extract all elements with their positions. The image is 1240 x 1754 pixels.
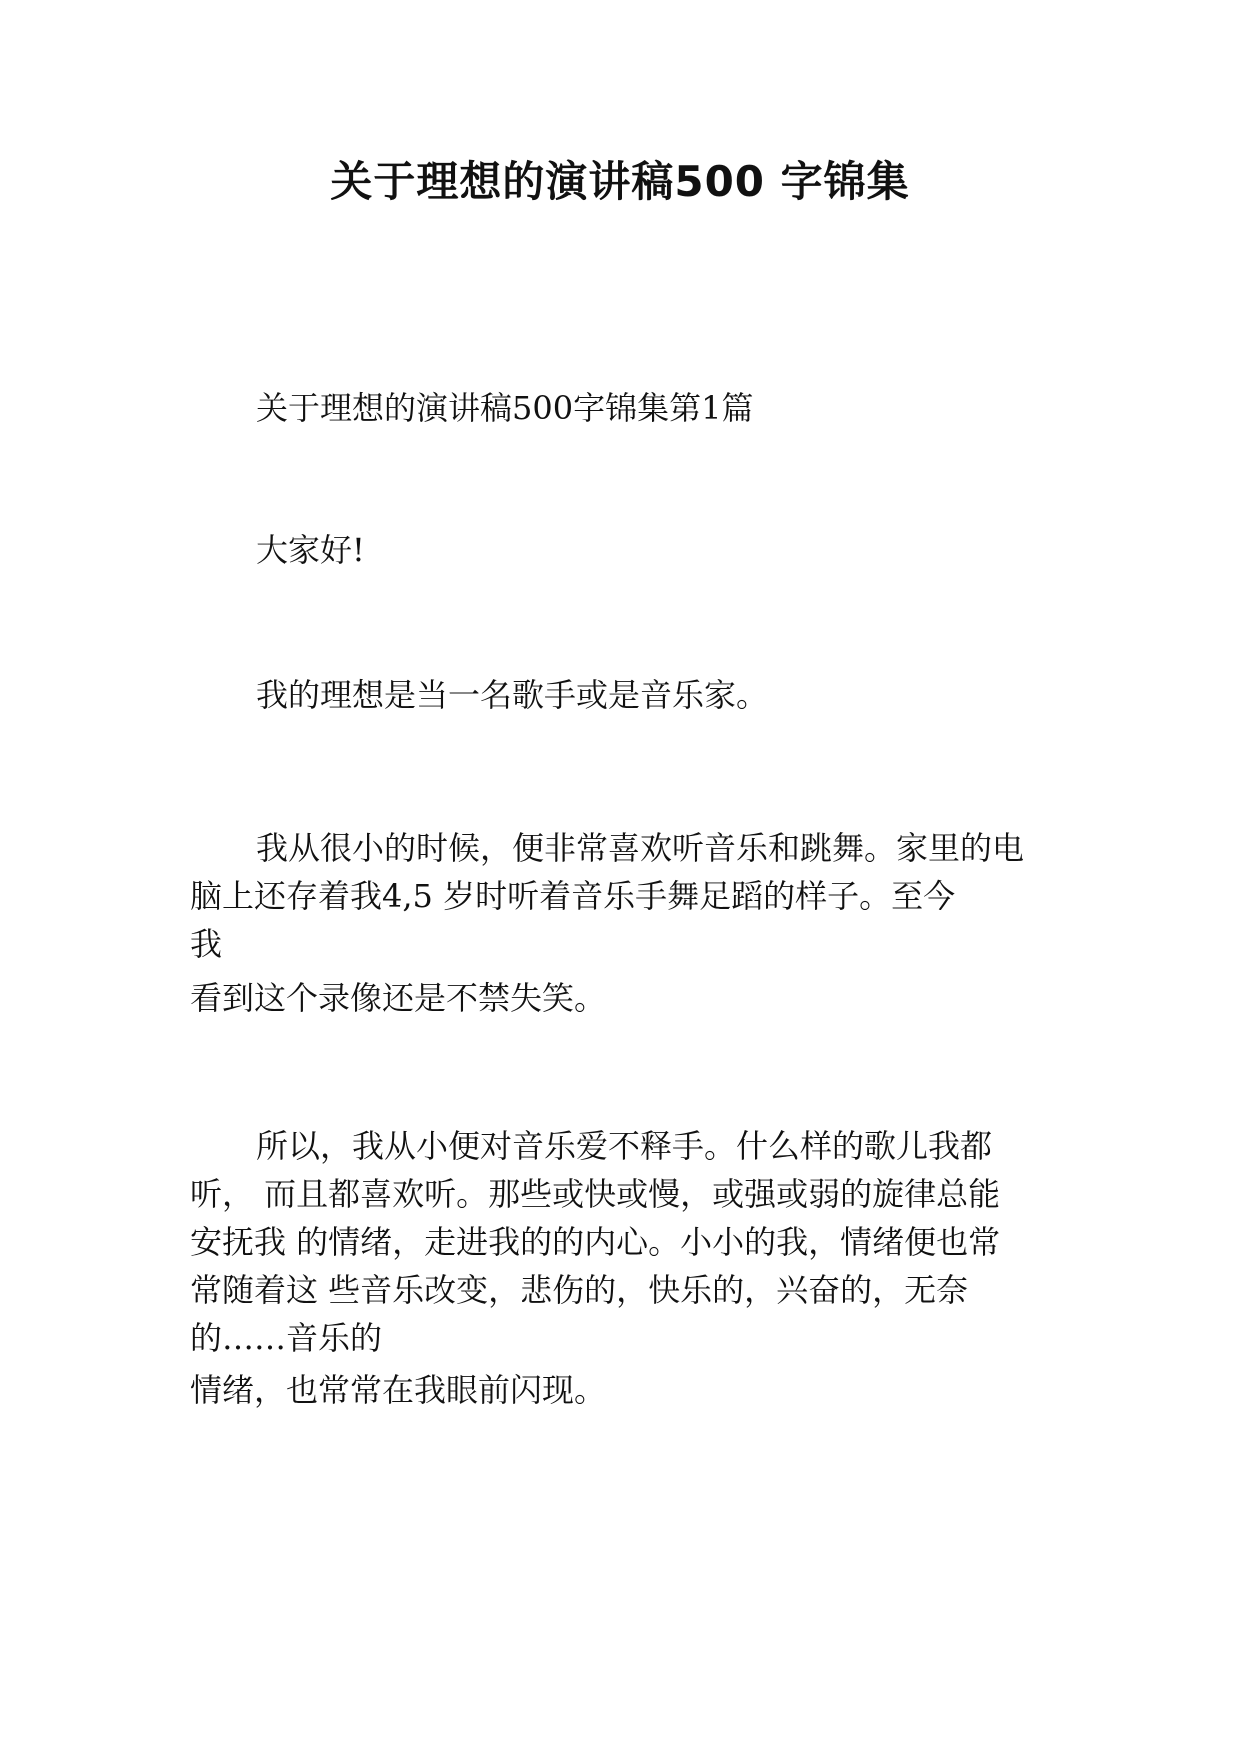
text-line: 的……音乐的 [190, 1319, 383, 1357]
text-line: 听， 而且都喜欢听。那些或快或慢，或强或弱的旋律总能 [190, 1175, 1001, 1213]
text-line: 我从很小的时候，便非常喜欢听音乐和跳舞。家里的电 [256, 829, 1025, 867]
text-line: 脑上还存着我4,5 岁时听着音乐手舞足蹈的样子。至今 [190, 877, 956, 915]
text-line: 我 [190, 925, 223, 963]
paragraph-greeting [190, 526, 1050, 574]
paragraph-music-love [190, 1122, 1050, 1362]
text-line: 大家好! [256, 531, 365, 569]
paragraph-video [190, 974, 1050, 1022]
paragraph-emotion [190, 1366, 1050, 1414]
text-line: 情绪，也常常在我眼前闪现。 [190, 1371, 607, 1409]
paragraph-childhood [190, 824, 1050, 968]
text-line: 关于理想的演讲稿500字锦集第1篇 [256, 389, 754, 427]
text-line: 常随着这 些音乐改变，悲伤的，快乐的，兴奋的，无奈 [190, 1271, 969, 1309]
document-title: 关于理想的演讲稿500 字锦集 [330, 157, 910, 206]
text-line: 看到这个录像还是不禁失笑。 [190, 979, 607, 1017]
paragraph-ideal [190, 671, 1050, 719]
text-line: 所以，我从小便对音乐爱不释手。什么样的歌儿我都 [256, 1127, 993, 1165]
text-line: 安抚我 的情绪，走进我的的内心。小小的我，情绪便也常 [190, 1223, 1001, 1261]
text-line: 我的理想是当一名歌手或是音乐家。 [256, 676, 769, 714]
paragraph-heading [190, 384, 1050, 432]
